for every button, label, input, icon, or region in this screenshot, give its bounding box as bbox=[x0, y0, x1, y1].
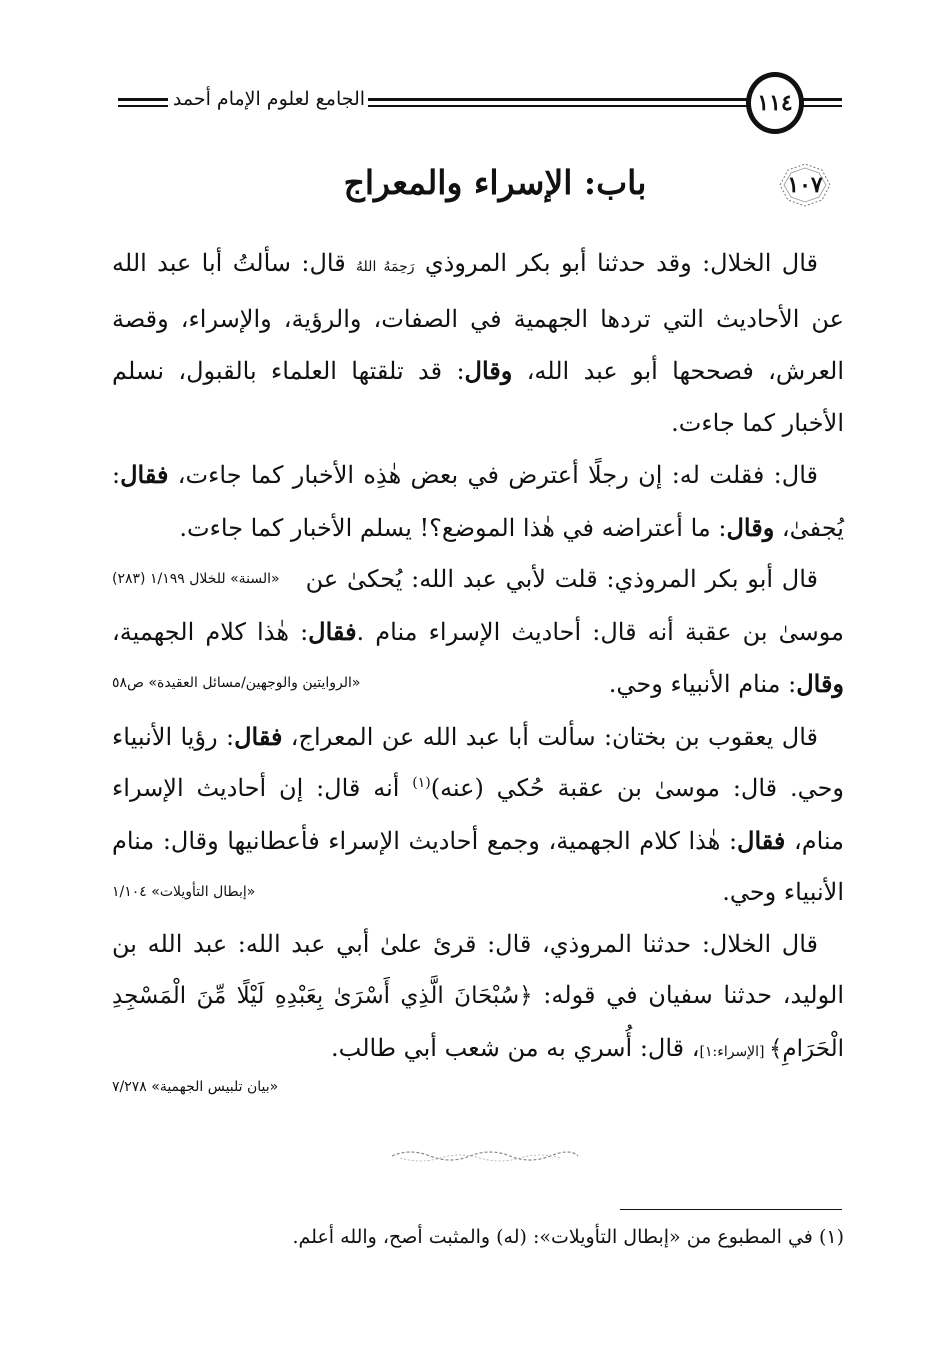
chapter-title: باب: الإسراء والمعراج bbox=[343, 163, 647, 202]
ornament-divider-icon bbox=[390, 1148, 580, 1164]
footnote-reference[interactable]: (١) bbox=[412, 775, 431, 791]
chapter-number: ١٠٧ bbox=[787, 172, 823, 198]
paragraph-1: قال الخلال: وقد حدثنا أبو بكر المروذي رَحِمَهُ اللهُ قال: سألتُ أبا عبد الله عن الأحاديث التي تردها الجهمية في الصفات، والرؤية، والإسراء، وقصة العرش، فصححها أبو عبد الله، وقال: قد تلقتها العلماء بالقبول، نسلم الأخبار كما جاءت. bbox=[112, 249, 845, 437]
header-rule-left bbox=[118, 98, 168, 107]
source-citation: «السنة» للخلال ١/١٩٩ (٢٨٣) bbox=[112, 571, 280, 587]
footnote bbox=[112, 1226, 844, 1248]
paragraph-3: قال أبو بكر المروذي: قلت لأبي عبد الله: يُحكىٰ عن موسىٰ بن عقبة أنه قال: أحاديث الإسراء منام .فقال: هٰذا كلام الجهمية، وقال: منام الأنبياء وحي. «الروايتين والوجهين/مسائل العقيدة» ص٥٨ bbox=[112, 554, 844, 711]
footnote-marker: (١) bbox=[818, 1226, 844, 1248]
paragraph-2: قال: فقلت له: إن رجلًا أعترض في بعض هٰذِه الأخبار كما جاءت، فقال: يُجفىٰ، وقال: ما أعتراضه في هٰذا الموضع؟! يسلم الأخبار كما جاءت. «السنة» للخلال ١/١٩٩ (٢٨٣) bbox=[112, 449, 844, 554]
paragraph-4: قال يعقوب بن بختان: سألت أبا عبد الله عن المعراج، فقال: رؤيا الأنبياء وحي. قال: موسىٰ بن عقبة حُكي (عنه)$^{(١)}$ أنه قال: إن أحاديث الإسراء منام، فقال: هٰذا كلام الجهمية، وجمع أحاديث الإسراء فأعطانيها وقال: منام الأنبياء وحي. «إبطال التأويلات» ١/١٠٤ bbox=[112, 711, 844, 919]
footnote-rule bbox=[620, 1209, 842, 1210]
source-citation: «إبطال التأويلات» ١/١٠٤ bbox=[112, 884, 256, 900]
footnote-text: في المطبوع من «إبطال التأويلات»: (له) والمثبت أصح، والله أعلم. bbox=[292, 1226, 813, 1248]
honorific: رَحِمَهُ اللهُ bbox=[356, 259, 415, 275]
body-text bbox=[112, 238, 844, 1100]
paragraph-5: قال الخلال: حدثنا المروذي، قال: قرئ علىٰ أبي عبد الله: عبد الله بن الوليد، حدثنا سفيان في قوله: ﴿سُبْحَانَ الَّذِي أَسْرَىٰ بِعَبْدِهِ لَيْلًا مِّنَ الْمَسْجِدِ الْحَرَامِ﴾ [الإسراء:١]، قال: أُسري به من شعب أبي طالب. bbox=[112, 929, 844, 1062]
running-title: الجامع لعلوم الإمام أحمد bbox=[172, 88, 366, 110]
source-citation: «الروايتين والوجهين/مسائل العقيدة» ص٥٨ bbox=[112, 675, 361, 691]
quran-reference: [الإسراء:١] bbox=[699, 1043, 769, 1060]
header-rule-right bbox=[800, 98, 842, 107]
quran-verse: ﴿سُبْحَانَ الَّذِي أَسْرَىٰ بِعَبْدِهِ لَيْلًا مِّنَ الْمَسْجِدِ الْحَرَامِ﴾ bbox=[112, 983, 844, 1062]
chapter-number-badge bbox=[772, 160, 838, 210]
source-citation: «بيان تلبيس الجهمية» ٧/٢٧٨ bbox=[112, 1079, 279, 1095]
header-rule-middle bbox=[368, 98, 748, 107]
page-number: ١١٤ bbox=[746, 72, 804, 134]
